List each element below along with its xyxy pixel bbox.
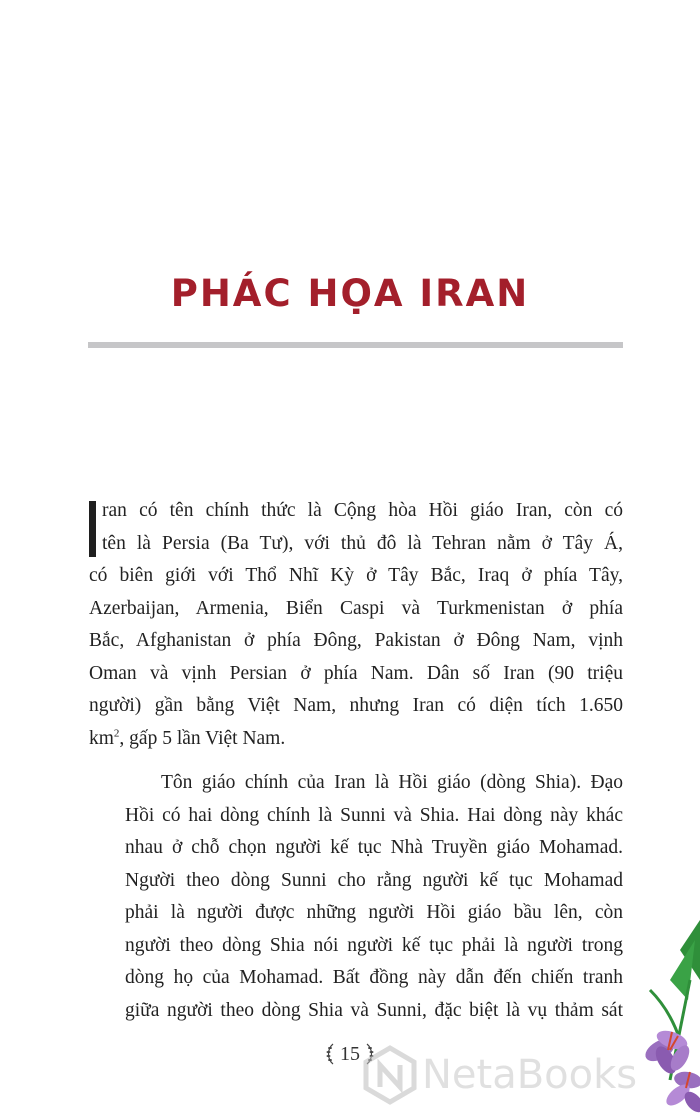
chapter-title: PHÁC HỌA IRAN: [170, 272, 530, 315]
title-divider: [88, 342, 623, 348]
netabooks-logo-icon: [362, 1045, 418, 1105]
laurel-left-icon: [324, 1042, 336, 1066]
text-line: có biên giới với Thổ Nhĩ Kỳ ở Tây Bắc, Iraq ở phía Tây,: [89, 565, 623, 586]
text-line: giữa người theo dòng Shia và Sunni, đặc biệt là vụ thảm sát: [125, 999, 623, 1021]
body-text: [89, 495, 623, 1027]
text-line: Tôn giáo chính của Iran là Hồi giáo (dòng Shia). Đạo: [161, 772, 623, 793]
text-line: [89, 723, 623, 756]
paragraph-2: [89, 767, 623, 1027]
text-line: Oman và vịnh Persian ở phía Nam. Dân số Iran (90 triệu: [89, 662, 623, 684]
watermark-text: NetaBooks: [422, 1052, 638, 1098]
text-line: nhau ở chỗ chọn người kế tục Nhà Truyền giáo Mohamad.: [125, 837, 623, 858]
text-tail: , gấp 5 lần Việt Nam.: [119, 727, 286, 749]
text-line: ran có tên chính thức là Cộng hòa Hồi giáo Iran, còn có: [102, 500, 623, 521]
text-line: Hồi có hai dòng chính là Sunni và Shia. Hai dòng này khác: [125, 804, 623, 826]
text-line: người theo dòng Shia nói người kế tục phải là người trong: [125, 934, 623, 956]
text-line: dòng họ của Mohamad. Bất đồng này dẫn đến chiến tranh: [125, 967, 623, 988]
text-line: Azerbaijan, Armenia, Biển Caspi và Turkmenistan ở phía: [89, 597, 623, 619]
unit-km: km: [89, 727, 114, 749]
dropcap-i: [89, 501, 96, 557]
text-line: phải là người được những người Hồi giáo bầu lên, còn: [125, 902, 623, 923]
superscript-2: 2: [113, 727, 120, 739]
text-line: Người theo dòng Sunni cho rằng người kế tục Mohamad: [125, 869, 623, 891]
text-line: Bắc, Afghanistan ở phía Đông, Pakistan ở Đông Nam, vịnh: [89, 630, 623, 651]
page-number-text: 15: [340, 1042, 360, 1065]
text-line: tên là Persia (Ba Tư), với thủ đô là Tehran nằm ở Tây Á,: [102, 532, 623, 554]
crocus-flowers-icon: [610, 920, 700, 1120]
text-line: người) gần bằng Việt Nam, nhưng Iran có diện tích 1.650: [89, 695, 623, 716]
paragraph-1: [89, 495, 623, 755]
